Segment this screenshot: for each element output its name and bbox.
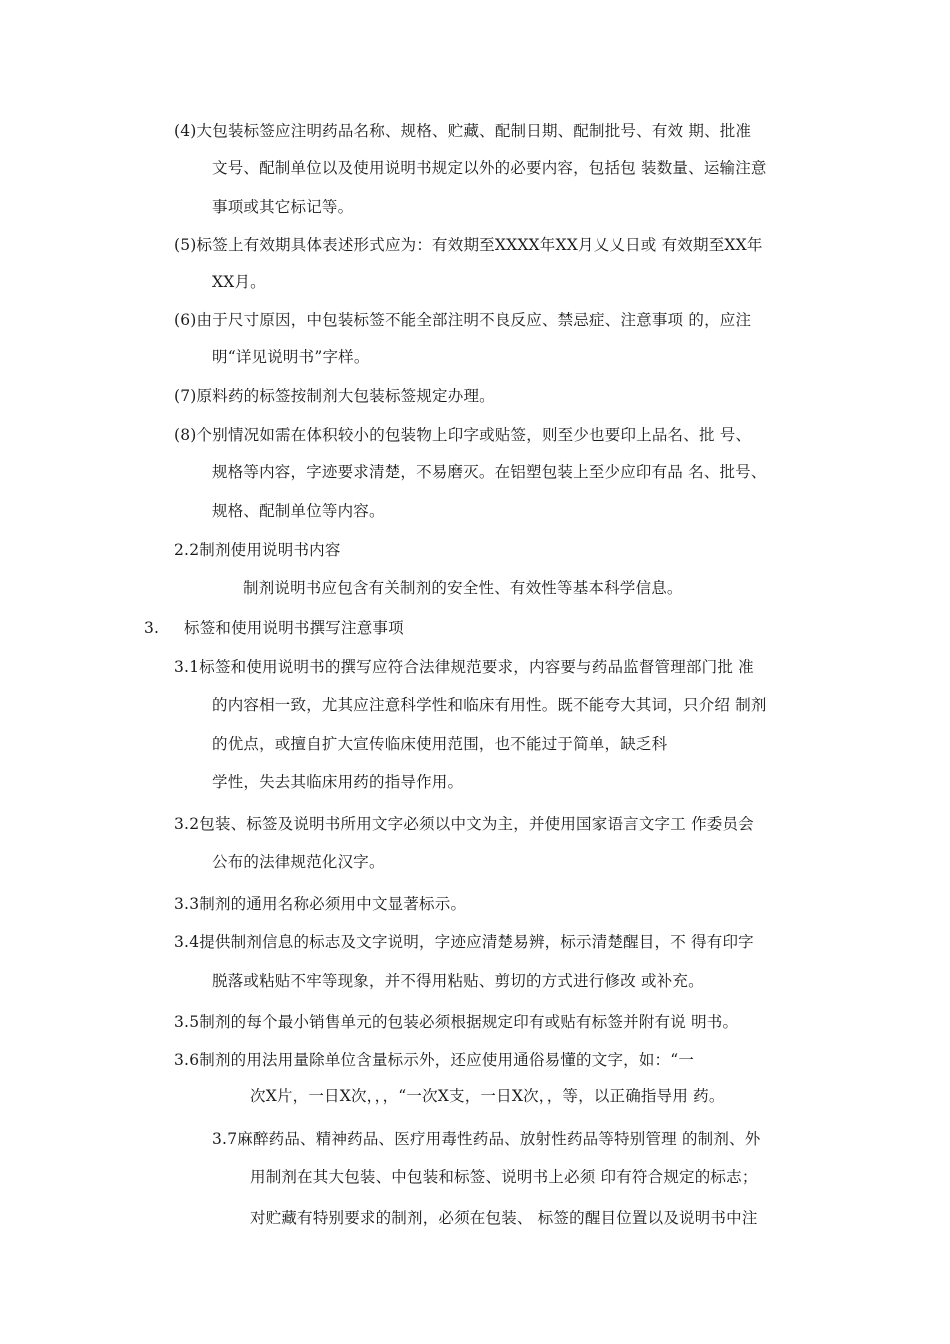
item-3-6-line-1: 3.6制剂的用法用量除单位含量标示外，还应使用通俗易懂的文字，如：“一 [174,1051,695,1069]
item-3-2-line-1: 3.2包装、标签及说明书所用文字必须以中文为主，并使用国家语言文字工 作委员会 [174,815,754,833]
item-3-3-line-1: 3.3制剂的通用名称必须用中文显著标示。 [174,895,467,913]
item-3-5-line-1: 3.5制剂的每个最小销售单元的包装必须根据规定印有或贴有标签并附有说 明书。 [174,1013,739,1031]
item-8-line-1: (8)个别情况如需在体积较小的包装物上印字或贴签，则至少也要印上品名、批 号、 [174,426,752,444]
item-5-line-1: (5)标签上有效期具体表述形式应为：有效期至XXXX年XX月乂乂日或 有效期至XX年 [174,236,763,254]
item-3-6-line-2: 次X片，一日X次，，，“一次X支，一日X次，，等，以正确指导用 药。 [250,1087,725,1105]
item-8-line-2: 规格等内容，字迹要求清楚，不易磨灭。在铝塑包装上至少应印有品 名、批号、 [212,463,767,481]
item-6-line-1: (6)由于尺寸原因，中包装标签不能全部注明不良反应、禁忌症、注意事项 的，应注 [174,311,752,329]
item-3-7-line-3: 对贮藏有特别要求的制剂，必须在包装、 标签的醒目位置以及说明书中注 [250,1209,758,1227]
section-2-2-heading: 2.2制剂使用说明书内容 [174,541,341,559]
item-3-1-line-4: 学性，失去其临床用药的指导作用。 [212,773,464,791]
item-3-1-line-2: 的内容相一致，尤其应注意科学性和临床有用性。既不能夸大其词，只介绍 制剂 [212,696,767,714]
item-5-line-2: XX月。 [212,273,266,291]
section-3-heading: 标签和使用说明书撰写注意事项 [184,619,404,637]
section-3-number: 3. [144,619,160,637]
item-4-line-1: (4)大包装标签应注明药品名称、规格、贮藏、配制日期、配制批号、有效 期、批准 [174,122,752,140]
item-3-1-line-3: 的优点，或擅自扩大宣传临床使用范围，也不能过于简单，缺乏科 [212,735,668,753]
item-3-4-line-2: 脱落或粘贴不牢等现象，并不得用粘贴、剪切的方式进行修改 或补充。 [212,972,704,990]
item-4-line-3: 事项或其它标记等。 [212,198,354,216]
item-3-7-line-2: 用制剂在其大包装、中包装和标签、说明书上必须 印有符合规定的标志； [250,1168,758,1186]
item-4-line-2: 文号、配制单位以及使用说明书规定以外的必要内容，包括包 装数量、运输注意 [212,159,767,177]
item-3-4-line-1: 3.4提供制剂信息的标志及文字说明，字迹应清楚易辨，标示清楚醒目，不 得有印字 [174,933,754,951]
item-3-1-line-1: 3.1标签和使用说明书的撰写应符合法律规范要求，内容要与药品监督管理部门批 准 [174,658,754,676]
item-3-7-line-1: 3.7麻醉药品、精神药品、医疗用毒性药品、放射性药品等特别管理 的制剂、外 [212,1130,761,1148]
item-3-2-line-2: 公布的法律规范化汉字。 [212,853,385,871]
item-7-line-1: (7)原料药的标签按制剂大包装标签规定办理。 [174,387,495,405]
section-2-2-body: 制剂说明书应包含有关制剂的安全性、有效性等基本科学信息。 [243,579,683,597]
item-6-line-2: 明“详见说明书”字样。 [212,348,370,366]
item-8-line-3: 规格、配制单位等内容。 [212,502,385,520]
